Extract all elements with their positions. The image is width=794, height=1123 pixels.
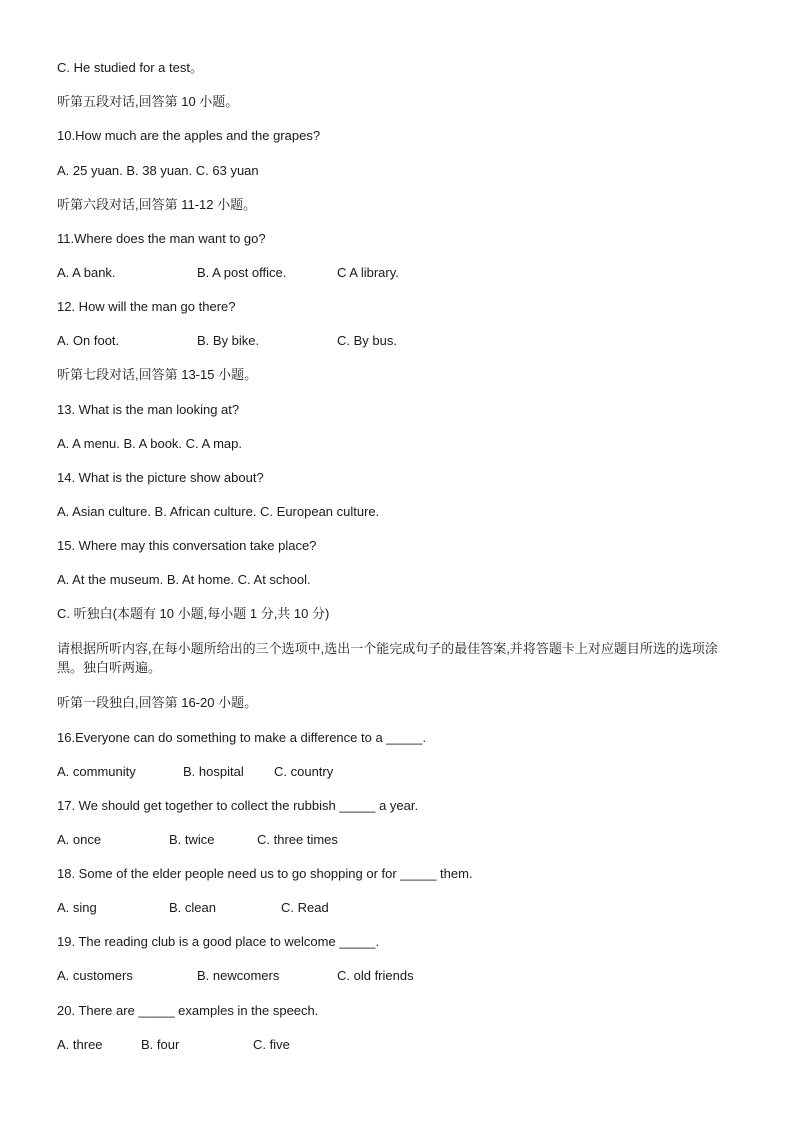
section-instruction-dialogue-6: 听第六段对话,回答第 11-12 小题。 bbox=[57, 197, 257, 212]
q17-option-a: A. once bbox=[57, 832, 102, 847]
question-17: 17. We should get together to collect the rubbish _____ a year. bbox=[57, 798, 419, 813]
q18-option-c: C. Read bbox=[281, 900, 329, 915]
question-16: 16.Everyone can do something to make a difference to a _____. bbox=[57, 730, 427, 745]
q11-option-b: B. A post office. bbox=[197, 265, 287, 280]
q18-option-b: B. clean bbox=[169, 900, 216, 915]
section-instruction-dialogue-5: 听第五段对话,回答第 10 小题。 bbox=[57, 94, 239, 109]
q19-option-a: A. customers bbox=[57, 968, 133, 983]
q16-option-c: C. country bbox=[274, 764, 334, 779]
q13-options: A. A menu. B. A book. C. A map. bbox=[57, 436, 243, 451]
q20-option-a: A. three bbox=[57, 1037, 103, 1052]
q17-option-c: C. three times bbox=[257, 832, 338, 847]
q12-option-a: A. On foot. bbox=[57, 333, 120, 348]
q14-options: A. Asian culture. B. African culture. C. European culture. bbox=[57, 504, 380, 519]
question-12: 12. How will the man go there? bbox=[57, 299, 236, 314]
monologue-instructions: 请根据所听内容,在每小题所给出的三个选项中,选出一个能完成句子的最佳答案,并将答题卡上对应题目所选的选项涂黑。独白听两遍。 bbox=[57, 641, 718, 675]
question-11: 11.Where does the man want to go? bbox=[57, 231, 266, 246]
q19-option-b: B. newcomers bbox=[197, 968, 280, 983]
q10-options: A. 25 yuan. B. 38 yuan. C. 63 yuan bbox=[57, 163, 259, 178]
question-14: 14. What is the picture show about? bbox=[57, 470, 264, 485]
q12-option-c: C. By bus. bbox=[337, 333, 397, 348]
question-18: 18. Some of the elder people need us to go shopping or for _____ them. bbox=[57, 866, 473, 881]
section-instruction-monologue-1: 听第一段独白,回答第 16-20 小题。 bbox=[57, 695, 258, 710]
q19-option-c: C. old friends bbox=[337, 968, 414, 983]
section-instruction-dialogue-7: 听第七段对话,回答第 13-15 小题。 bbox=[57, 367, 258, 382]
q11-option-a: A. A bank. bbox=[57, 265, 116, 280]
section-heading-monologue: C. 听独白(本题有 10 小题,每小题 1 分,共 10 分) bbox=[57, 606, 330, 621]
question-10: 10.How much are the apples and the grapes? bbox=[57, 128, 321, 143]
q17-option-b: B. twice bbox=[169, 832, 215, 847]
q20-option-b: B. four bbox=[141, 1037, 180, 1052]
q16-option-a: A. community bbox=[57, 764, 136, 779]
question-15: 15. Where may this conversation take place? bbox=[57, 538, 317, 553]
q9-option-c: C. He studied for a test。 bbox=[57, 60, 203, 75]
q12-option-b: B. By bike. bbox=[197, 333, 260, 348]
q16-option-b: B. hospital bbox=[183, 764, 244, 779]
q18-option-a: A. sing bbox=[57, 900, 97, 915]
question-19: 19. The reading club is a good place to welcome _____. bbox=[57, 934, 380, 949]
q11-option-c: C A library. bbox=[337, 265, 399, 280]
question-13: 13. What is the man looking at? bbox=[57, 402, 240, 417]
q15-options: A. At the museum. B. At home. C. At school. bbox=[57, 572, 311, 587]
question-20: 20. There are _____ examples in the speech. bbox=[57, 1003, 319, 1018]
q20-option-c: C. five bbox=[253, 1037, 290, 1052]
